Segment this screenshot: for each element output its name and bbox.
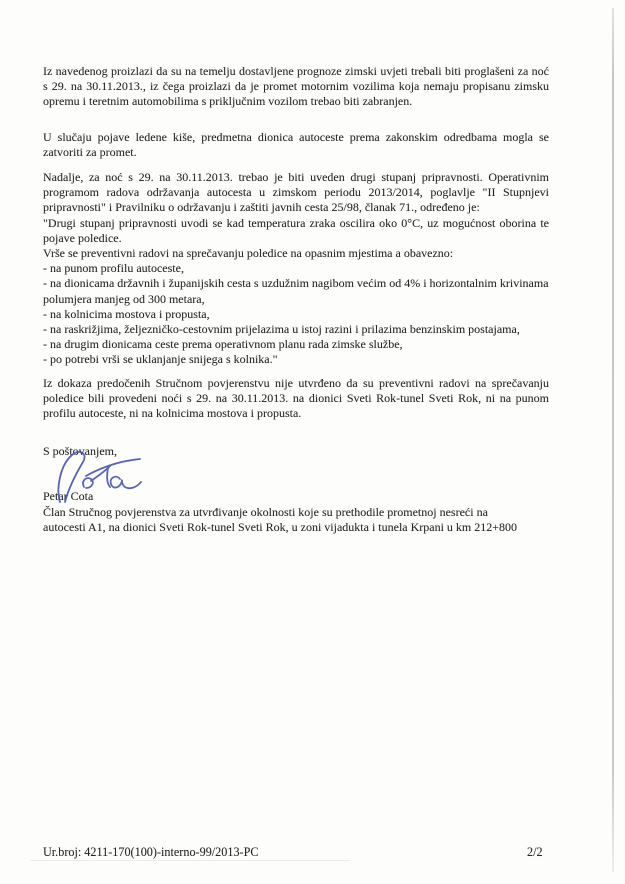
list-item: - na punom profilu autoceste,: [43, 261, 184, 276]
signatory-name: Petar Cota: [43, 489, 94, 504]
paragraph-preventive-works: Vrše se preventivni radovi na sprečavanju poledice na opasnim mjestima a obavezno:: [43, 246, 454, 261]
list-item: - po potrebi vrši se uklanjanje snijega s kolnika.": [43, 352, 278, 367]
list-item: - na dionicama državnih i županijskih cesta s uzdužnim nagibom većim od 4% i horizontalnim krivinama polumjera manjeg od 300 metara,: [43, 276, 549, 306]
paragraph-readiness-intro: Nadalje, za noć s 29. na 30.11.2013. trebao je biti uveden drugi stupanj pripravnosti. Operativnim programom radova održavanja autocesta u zimskom periodu 2013/2014, poglavlje "II Stupnjevi pripravnosti" i Pravilniku o održavanju i zaštiti javnih cesta 25/98, članak 71., određeno je:: [43, 170, 549, 215]
bullet-list: [43, 261, 549, 367]
list-item: - na kolnicima mostova i propusta,: [43, 306, 210, 321]
paragraph-readiness-quote: "Drugi stupanj pripravnosti uvodi se kad temperatura zraka oscilira oko 0°C, uz mogućnost oborina te pojave poledice.: [43, 215, 549, 245]
scan-artifact-line: [30, 860, 350, 861]
signatory-title: Član Stručnog povjerenstva za utvrđivanje okolnosti koje su prethodile prometnoj nesreći na: [43, 504, 488, 519]
paragraph-evidence-conclusion: Iz dokaza predočenih Stručnom povjerenstvu nije utvrđeno da su preventivni radovi na sprečavanju poledice bili provedeni noći s 29. na 30.11.2013. na dionici Sveti Rok-tunel Sveti Rok, ni na punom profilu autoceste, ni na kolnicima mostova i propusta.: [43, 375, 549, 421]
footer-reference: Ur.broj: 4211-170(100)-interno-99/2013-PC: [43, 845, 259, 859]
list-item: - na raskrižjima, željezničko-cestovnim prijelazima u istoj razini i prilazima benzinskim postajama,: [43, 322, 520, 337]
closing-salutation: S poštovanjem,: [43, 444, 117, 459]
paragraph-forecast-conclusion: Iz navedenog proizlazi da su na temelju dostavljene prognoze zimski uvjeti trebali biti proglašeni za noć s 29. na 30.11.2013., iz čega proizlazi da je promet motornim vozilima koja nemaju propisanu zimsku opremu i teretnim automobilima s priključnim vozilom trebao biti zabranjen.: [43, 64, 549, 109]
signatory-title: autocesti A1, na dionici Sveti Rok-tunel Sveti Rok, u zoni vijadukta i tunela Krpani u km 212+800: [43, 519, 518, 534]
page-number: 2/2: [527, 845, 543, 859]
paragraph-freezing-rain: U slučaju pojave ledene kiše, predmetna dionica autoceste prema zakonskim odredbama mogla se zatvoriti za promet.: [43, 129, 549, 159]
handwritten-signature-ink: [50, 449, 150, 503]
list-item: - na drugim dionicama ceste prema operativnom planu rada zimske službe,: [43, 337, 403, 352]
scan-edge-line: [612, 8, 614, 872]
